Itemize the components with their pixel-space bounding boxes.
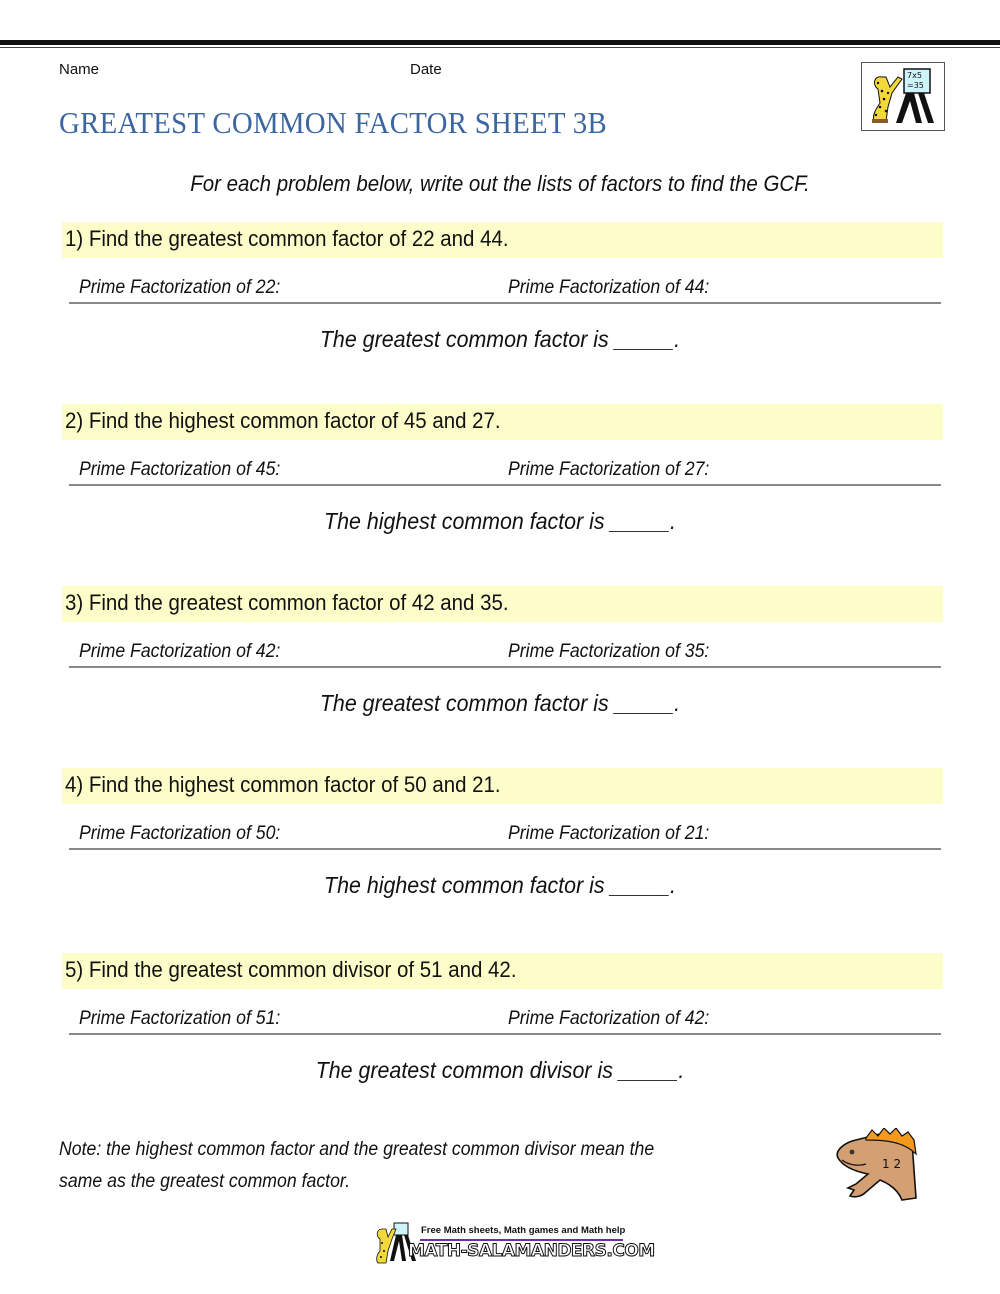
answer-line: The greatest common factor is _____. [319, 326, 681, 352]
footer-site-name: MATH-SALAMANDERS.COM [408, 1241, 655, 1261]
note [59, 1134, 766, 1198]
separator-line [69, 666, 941, 668]
prime-factorization-left: Prime Factorization of 50: [79, 823, 281, 844]
prime-factorization-right: Prime Factorization of 35: [508, 641, 710, 662]
page-title: GREATEST COMMON FACTOR SHEET 3B [59, 105, 607, 140]
prime-factorization-left: Prime Factorization of 22: [79, 277, 281, 298]
answer-line: The greatest common factor is _____. [319, 690, 681, 716]
name-label: Name [59, 61, 100, 78]
answer-line: The highest common factor is _____. [324, 872, 676, 898]
salamander-teacher-logo [861, 62, 945, 131]
separator-line [69, 848, 941, 850]
question-text: 3) Find the greatest common factor of 42 and 35. [65, 590, 509, 615]
top-rule [0, 40, 1000, 45]
separator-line [69, 302, 941, 304]
prime-factorization-right: Prime Factorization of 42: [508, 1008, 710, 1029]
separator-line [69, 484, 941, 486]
answer-line: The highest common factor is _____. [324, 508, 676, 534]
prime-factorization-right: Prime Factorization of 44: [508, 277, 710, 298]
prime-factorization-right: Prime Factorization of 21: [508, 823, 710, 844]
answer-line: The greatest common divisor is _____. [315, 1057, 685, 1083]
salamander-icon [832, 1128, 922, 1204]
svg-text:1 2: 1 2 [882, 1157, 902, 1171]
question-text: 5) Find the greatest common divisor of 51 and 42. [65, 957, 517, 982]
footer-tagline: Free Math sheets, Math games and Math help [421, 1225, 626, 1236]
question-text: 2) Find the highest common factor of 45 and 27. [65, 408, 501, 433]
board-text-2: =35 [907, 81, 924, 90]
prime-factorization-right: Prime Factorization of 27: [508, 459, 710, 480]
question-text: 1) Find the greatest common factor of 22 and 44. [65, 226, 509, 251]
prime-factorization-left: Prime Factorization of 45: [79, 459, 281, 480]
note-line-1: Note: the highest common factor and the greatest common divisor mean the [59, 1139, 655, 1160]
prime-factorization-left: Prime Factorization of 51: [79, 1008, 281, 1029]
board-text-1: 7x5 [907, 71, 922, 80]
top-rule-thin [0, 47, 1000, 48]
note-line-2: same as the greatest common factor. [59, 1171, 351, 1192]
question-text: 4) Find the highest common factor of 50 and 21. [65, 772, 501, 797]
salamander-teacher-icon [862, 63, 946, 132]
date-label: Date [410, 61, 442, 78]
prime-factorization-left: Prime Factorization of 42: [79, 641, 281, 662]
instructions: For each problem below, write out the lists of factors to find the GCF. [190, 171, 810, 196]
separator-line [69, 1033, 941, 1035]
